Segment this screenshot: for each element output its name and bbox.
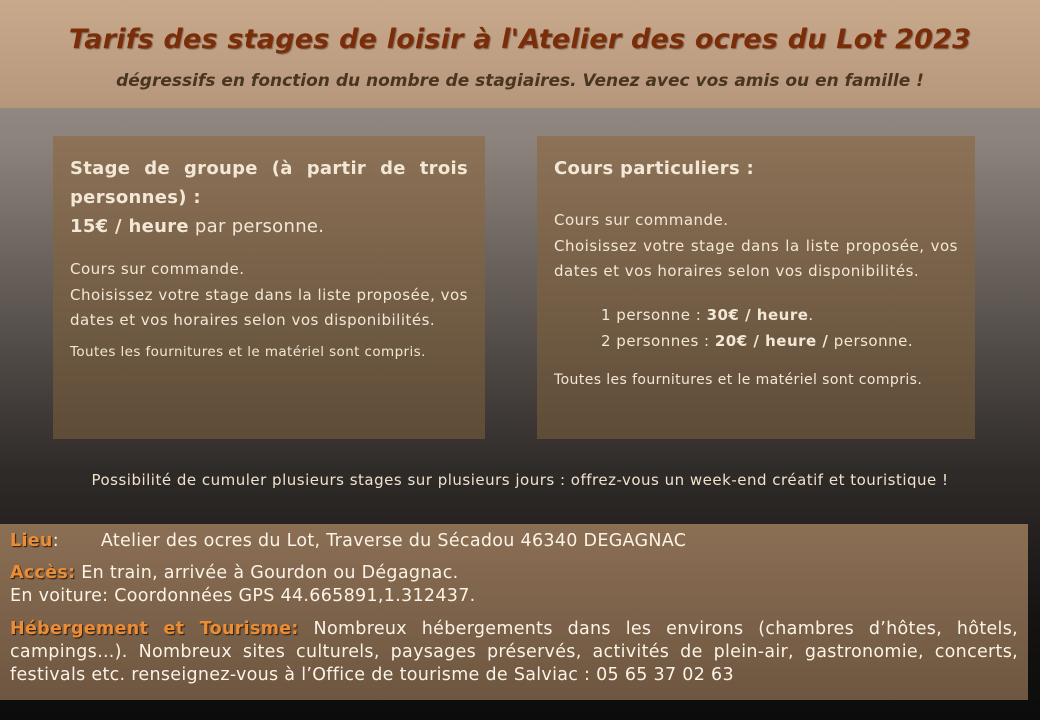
group-stage-included: Toutes les fournitures et le matériel sont compris. bbox=[70, 343, 426, 360]
rate-two-price: 20€ / heure / bbox=[714, 331, 829, 350]
group-stage-order: Cours sur commande. bbox=[70, 260, 245, 278]
group-stage-description: Choisissez votre stage dans la liste proposée, vos dates et vos horaires selon vos disponibilités. bbox=[70, 285, 468, 329]
rate-two-label: 2 personnes : bbox=[601, 331, 715, 350]
private-lessons-heading: Cours particuliers : bbox=[554, 158, 755, 179]
practical-info-panel bbox=[0, 524, 1028, 700]
page-title: Tarifs des stages de loisir à l'Atelier des ocres du Lot 2023 bbox=[68, 24, 972, 55]
page-subtitle: dégressifs en fonction du nombre de stagiaires. Venez avec vos amis ou en famille ! bbox=[116, 71, 924, 91]
multi-day-note: Possibilité de cumuler plusieurs stages sur plusieurs jours : offrez-vous un week-end créatif et touristique ! bbox=[91, 471, 949, 489]
group-stage-heading: Stage de groupe (à partir de trois personnes) : bbox=[70, 158, 468, 208]
private-lessons-card bbox=[537, 136, 975, 439]
rate-one-label: 1 personne : bbox=[601, 305, 707, 324]
private-lessons-order: Cours sur commande. bbox=[554, 211, 729, 229]
rate-two-persons bbox=[554, 328, 958, 354]
tourism-label: Hébergement et Tourisme: bbox=[10, 619, 299, 639]
lieu-line bbox=[10, 530, 1018, 553]
tourism-text: Nombreux hébergements dans les environs (chambres d’hôtes, hôtels, campings...). Nombreux sites culturels, paysages préservés, activités de plein-air, gastronomie, concerts, festivals etc. renseignez-vous à l’Office de tourisme de Salviac : 05 65 37 02 63 bbox=[10, 619, 1018, 685]
header-banner bbox=[0, 0, 1040, 108]
group-stage-price: 15€ / heure bbox=[70, 216, 189, 237]
private-lessons-included: Toutes les fournitures et le matériel sont compris. bbox=[554, 371, 923, 388]
acces-line bbox=[10, 562, 1018, 585]
group-stage-price-suffix: par personne. bbox=[188, 216, 325, 237]
acces-train: En train, arrivée à Gourdon ou Dégagnac. bbox=[75, 563, 459, 583]
rate-one-suffix: . bbox=[808, 305, 814, 324]
rate-one-person bbox=[554, 302, 958, 328]
group-stage-card bbox=[53, 136, 485, 439]
tourism-paragraph bbox=[10, 618, 1018, 687]
lieu-value: Atelier des ocres du Lot, Traverse du Sécadou 46340 DEGAGNAC bbox=[100, 531, 687, 551]
private-lessons-description: Choisissez votre stage dans la liste proposée, vos dates et vos horaires selon vos disponibilités. bbox=[554, 236, 958, 280]
lieu-label: Lieu bbox=[10, 531, 53, 551]
rate-two-suffix: personne. bbox=[828, 331, 914, 350]
lieu-colon: : bbox=[52, 531, 59, 551]
group-stage-price-line bbox=[70, 212, 468, 241]
rate-one-price: 30€ / heure bbox=[706, 305, 809, 324]
acces-label: Accès: bbox=[10, 563, 76, 583]
acces-car: En voiture: Coordonnées GPS 44.665891,1.312437. bbox=[10, 586, 476, 606]
